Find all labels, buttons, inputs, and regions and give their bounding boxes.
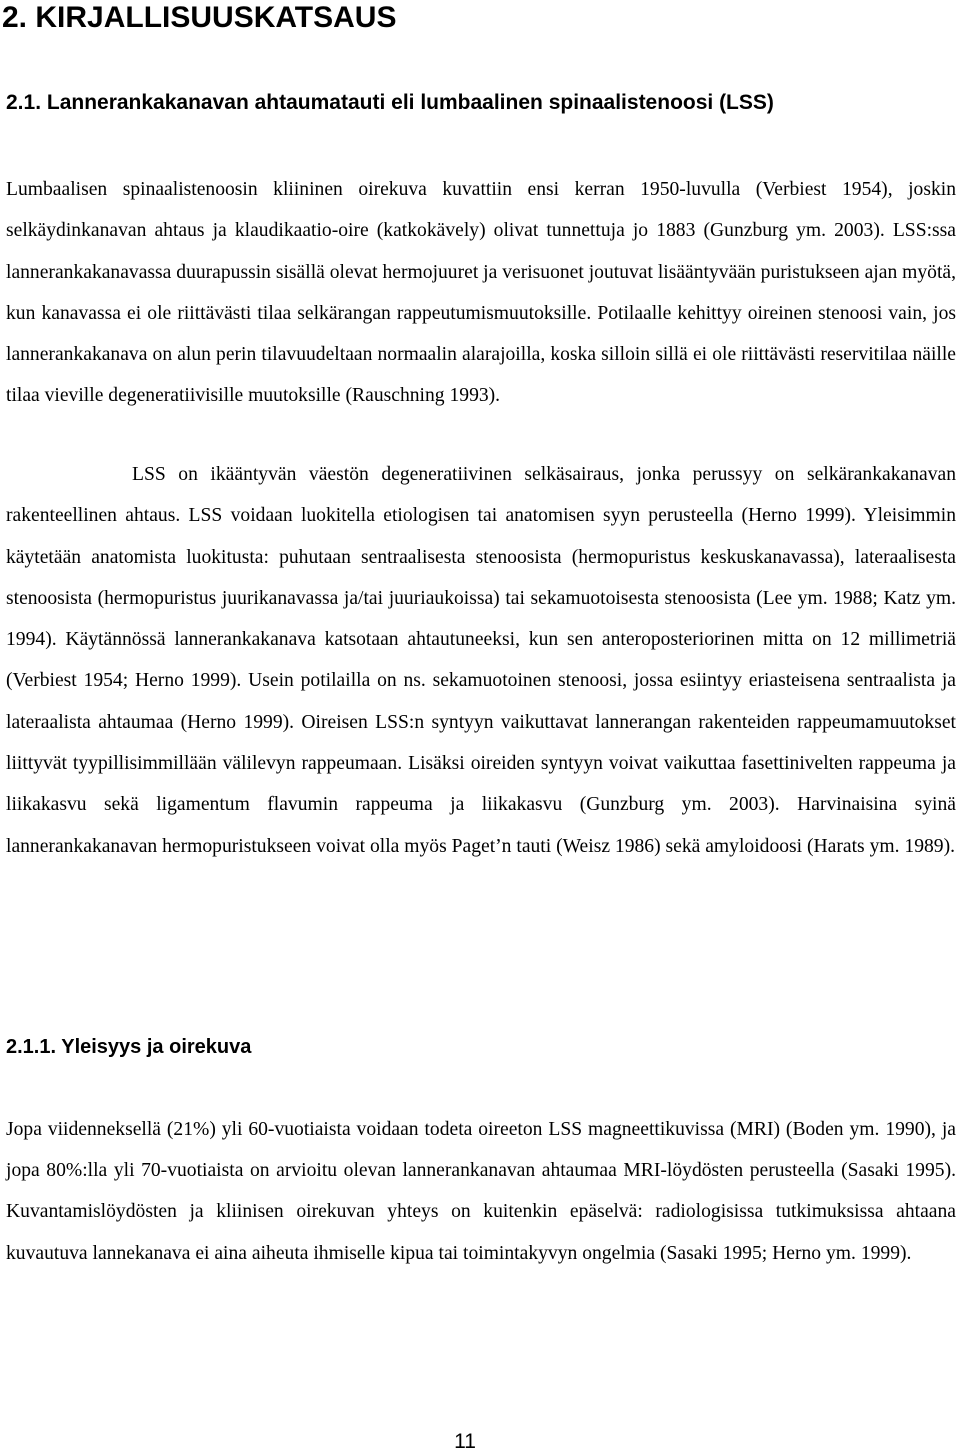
page-number	[0, 1430, 960, 1454]
subsection-heading: 2.1.1. Yleisyys ja oirekuva	[6, 1036, 252, 1058]
paragraph-3: Jopa viidenneksellä (21%) yli 60-vuotiaista voidaan todeta oireeton LSS magneettikuvissa (MRI) (Boden ym. 1990), ja jopa 80%:lla yli 70-vuotiaista on arvioitu olevan lannerankanavan ahtaumaa MRI-löydösten perusteella (Sasaki 1995). Kuvantamislöydösten ja kliinisen oirekuvan yhteys on kuitenkin epäselvä: radiologisissa tutkimuksissa ahtaana kuvautuva lannekanava ei aina aiheuta ihmiselle kipua tai toimintakyvyn ongelmia (Sasaki 1995; Herno ym. 1999).	[6, 1119, 956, 1264]
paragraph-2: LSS on ikääntyvän väestön degeneratiivinen selkäsairaus, jonka perussyy on selkärankakanavan rakenteellinen ahtaus. LSS voidaan luokitella etiologisen tai anatomisen syyn perusteella (Herno 1999). Yleisimmin käytetään anatomista luokitusta: puhutaan sentraalisesta stenoosista (hermopuristus keskuskanavassa), lateraalisesta stenoosista (hermopuristus juurikanavassa ja/tai juuriaukoissa) tai sekamuotoisesta stenoosista (Lee ym. 1988; Katz ym. 1994). Käytännössä lannerankakanava katsotaan ahtautuneeksi, kun sen anteroposteriorinen mitta on 12 millimetriä (Verbiest 1954; Herno 1999). Usein potilailla on ns. sekamuotoinen stenoosi, jossa esiintyy eriasteisena sentraalista ja lateraalista ahtaumaa (Herno 1999). Oireisen LSS:n syntyyn vaikuttavat lannerangan rakenteiden rappeumamuutokset liittyvät tyypillisimmillään välilevyn rappeumaan. Lisäksi oireiden syntyyn voivat vaikuttaa fasettinivelten rappeuma ja liikakasvu sekä ligamentum flavumin rappeuma ja liikakasvu (Gunzburg ym. 2003). Harvinaisina syinä lannerankakanavan hermopuristukseen voivat olla myös Paget’n tauti (Weisz 1986) sekä amyloidoosi (Harats ym. 1989).	[6, 464, 956, 857]
section-heading: 2.1. Lannerankakanavan ahtaumatauti eli lumbaalinen spinaalistenoosi (LSS)	[6, 91, 774, 114]
paragraph-1: Lumbaalisen spinaalistenoosin kliininen oirekuva kuvattiin ensi kerran 1950-luvulla (Verbiest 1954), joskin selkäydinkanavan ahtaus ja klaudikaatio-oire (katkokävely) olivat tunnettuja jo 1883 (Gunzburg ym. 2003). LSS:ssa lannerankakanavassa duurapussin sisällä olevat hermojuuret ja verisuonet joutuvat lisääntyvään puristukseen ajan myötä, kun kanavassa ei ole riittävästi tilaa selkärangan rappeutumismuutoksille. Potilaalle kehittyy oireinen stenoosi vain, jos lannerankakanava on alun perin tilavuudeltaan normaalin alarajoilla, koska silloin sillä ei ole riittävästi reservitilaa näille tilaa vieville degeneratiivisille muutoksille (Rauschning 1993).	[6, 179, 957, 407]
chapter-heading: 2. KIRJALLISUUSKATSAUS	[2, 1, 397, 34]
page-number-text: 11	[454, 1430, 476, 1453]
